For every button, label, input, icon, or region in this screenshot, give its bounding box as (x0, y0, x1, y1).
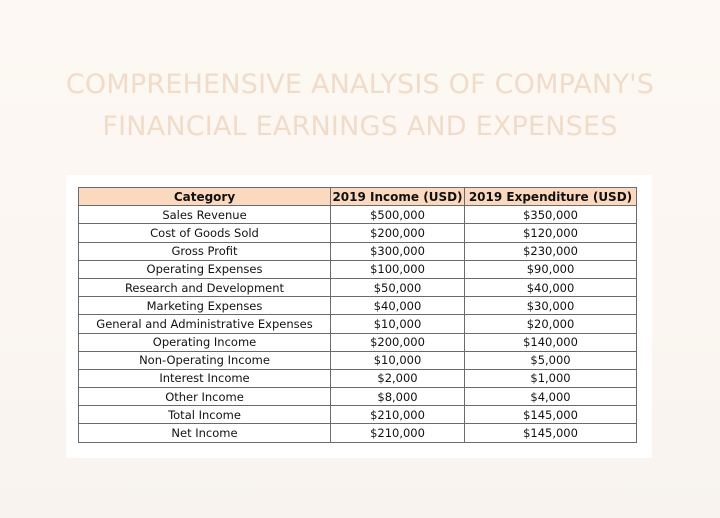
expenditure-cell: $350,000 (465, 206, 637, 224)
category-cell: Marketing Expenses (79, 297, 331, 315)
header-income: 2019 Income (USD) (331, 188, 465, 206)
expenditure-cell: $30,000 (465, 297, 637, 315)
table-row (79, 369, 637, 387)
header-category: Category (79, 188, 331, 206)
income-cell: $10,000 (331, 351, 465, 369)
title-line-2: FINANCIAL EARNINGS AND EXPENSES (102, 111, 618, 142)
category-cell: Operating Income (79, 333, 331, 351)
table-row (79, 388, 637, 406)
table-row (79, 333, 637, 351)
category-cell: Non-Operating Income (79, 351, 331, 369)
category-cell: Sales Revenue (79, 206, 331, 224)
expenditure-cell: $40,000 (465, 278, 637, 296)
expenditure-cell: $20,000 (465, 315, 637, 333)
table-row (79, 424, 637, 442)
table-row (79, 242, 637, 260)
table-header-row (79, 188, 637, 206)
category-cell: Other Income (79, 388, 331, 406)
table-row (79, 278, 637, 296)
category-cell: Net Income (79, 424, 331, 442)
expenditure-cell: $120,000 (465, 224, 637, 242)
category-cell: General and Administrative Expenses (79, 315, 331, 333)
expenditure-cell: $90,000 (465, 260, 637, 278)
expenditure-cell: $145,000 (465, 424, 637, 442)
table-row (79, 297, 637, 315)
expenditure-cell: $5,000 (465, 351, 637, 369)
category-cell: Operating Expenses (79, 260, 331, 278)
expenditure-cell: $145,000 (465, 406, 637, 424)
income-cell: $100,000 (331, 260, 465, 278)
income-cell: $200,000 (331, 333, 465, 351)
income-cell: $2,000 (331, 369, 465, 387)
income-cell: $50,000 (331, 278, 465, 296)
income-cell: $210,000 (331, 406, 465, 424)
category-cell: Interest Income (79, 369, 331, 387)
income-cell: $300,000 (331, 242, 465, 260)
income-cell: $200,000 (331, 224, 465, 242)
category-cell: Total Income (79, 406, 331, 424)
income-cell: $8,000 (331, 388, 465, 406)
expenditure-cell: $230,000 (465, 242, 637, 260)
income-cell: $40,000 (331, 297, 465, 315)
expenditure-cell: $4,000 (465, 388, 637, 406)
table-row (79, 260, 637, 278)
table-card (66, 175, 652, 458)
page-title (0, 64, 720, 148)
category-cell: Cost of Goods Sold (79, 224, 331, 242)
expenditure-cell: $140,000 (465, 333, 637, 351)
table-row (79, 315, 637, 333)
category-cell: Gross Profit (79, 242, 331, 260)
income-cell: $10,000 (331, 315, 465, 333)
table-row (79, 206, 637, 224)
income-cell: $210,000 (331, 424, 465, 442)
table-row (79, 351, 637, 369)
header-expenditure: 2019 Expenditure (USD) (465, 188, 637, 206)
title-line-1: COMPREHENSIVE ANALYSIS OF COMPANY'S (65, 69, 655, 100)
category-cell: Research and Development (79, 278, 331, 296)
table-row (79, 406, 637, 424)
income-cell: $500,000 (331, 206, 465, 224)
table-row (79, 224, 637, 242)
expenditure-cell: $1,000 (465, 369, 637, 387)
financial-table (78, 187, 637, 443)
